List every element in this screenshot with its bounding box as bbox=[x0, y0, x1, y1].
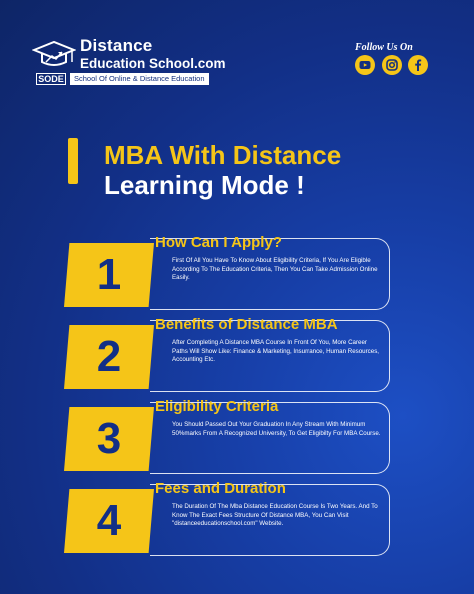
brand-name-line1: Distance bbox=[80, 36, 153, 55]
brand-name-line2: Education School.com bbox=[80, 56, 226, 71]
instagram-icon[interactable] bbox=[382, 55, 402, 75]
step-title: Fees and Duration bbox=[155, 480, 286, 497]
brand-logo[interactable] bbox=[28, 36, 278, 92]
step-number: 2 bbox=[96, 332, 122, 381]
step-description: You Should Passed Out Your Graduation In Any Stream With Minimum 50%marks From A Recognized University, To Get Eligibilty For MBA Course. bbox=[172, 421, 381, 437]
step-card-4 bbox=[0, 480, 474, 564]
step-card-3 bbox=[0, 398, 474, 482]
follow-us-heading: Follow Us On bbox=[355, 42, 413, 53]
step-description: After Completing A Distance MBA Course In Front Of You, More Career Paths Will Show Like: Finance & Marketing, Insurrance, Human Resources, Accounting Etc. bbox=[172, 339, 380, 364]
step-title: Eligibility Criteria bbox=[155, 398, 279, 415]
youtube-icon[interactable] bbox=[355, 55, 375, 75]
step-number: 4 bbox=[96, 496, 122, 545]
facebook-icon[interactable] bbox=[408, 55, 428, 75]
step-number: 3 bbox=[96, 414, 122, 463]
step-number: 1 bbox=[96, 250, 122, 299]
headline-accent-bar bbox=[68, 138, 78, 184]
brand-tagline: School Of Online & Distance Education bbox=[70, 73, 209, 85]
headline-line2: Learning Mode ! bbox=[104, 170, 305, 200]
step-card-1 bbox=[0, 234, 474, 318]
headline-line1: MBA With Distance bbox=[104, 140, 342, 170]
brand-abbreviation: SODE bbox=[36, 73, 66, 85]
step-description: First Of All You Have To Know About Eligibility Criteria, If You Are Eligible According To The Education Criteria, Then You Can Take Admission Online Easily. bbox=[172, 257, 378, 282]
graduation-cap-icon bbox=[32, 40, 76, 72]
step-card-2 bbox=[0, 316, 474, 400]
step-title: How Can I Apply? bbox=[155, 234, 282, 251]
step-description: The Duration Of The Mba Distance Education Course Is Two Years. And To Know The Exact Fees Structure Of Distance MBA, You Can Visit "distanceeducationschool.com" Website. bbox=[172, 503, 378, 528]
step-title: Benefits of Distance MBA bbox=[155, 316, 338, 333]
